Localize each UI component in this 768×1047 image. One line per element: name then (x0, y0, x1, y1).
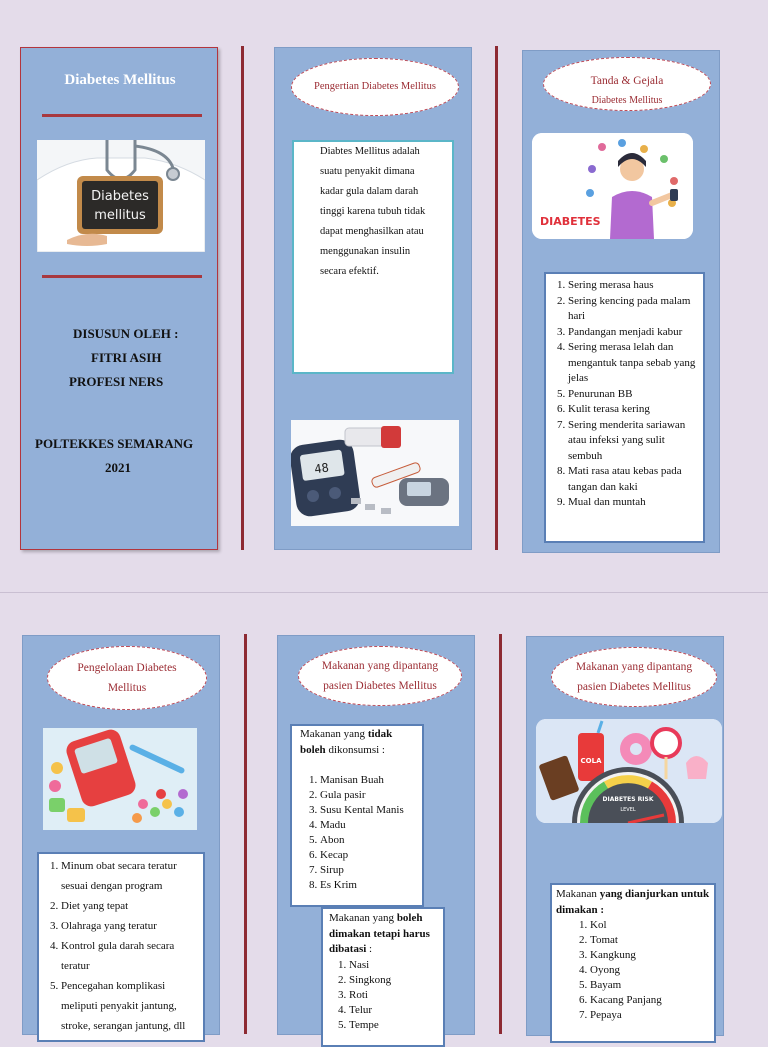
gejala-heading-line2: Diabetes Mellitus (591, 95, 663, 106)
gejala-heading (543, 57, 711, 111)
pantang1-heading-line2: pasien Diabetes Mellitus (323, 680, 437, 692)
pantang-panel-1 (277, 635, 475, 1035)
limited-intro (329, 911, 439, 958)
forbidden-prefix: Makanan yang (300, 728, 368, 740)
list-item: 3. Kangkung (590, 948, 710, 963)
glucometer-image (291, 420, 459, 526)
pengertian-line: Diabtes Mellitus adalah (320, 146, 420, 157)
year: 2021 (105, 460, 131, 475)
list-item: 7. Sering menderita sariawan atau infeksi yang sulit sembuh (568, 418, 697, 465)
list-item: 4. Sering merasa lelah dan mengantuk tanpa sebab yang jelas (568, 340, 697, 387)
list-item: 7. Sirup (320, 863, 418, 878)
list-item: 5. Pencegahan komplikasi meliputi penyakit jantung, stroke, serangan jantung, dll (61, 976, 199, 1036)
recommended-intro (556, 887, 710, 918)
list-item: 6. Kulit terasa kering (568, 402, 697, 418)
doctor-illustration (37, 140, 205, 252)
recommended-food-box (550, 883, 716, 1043)
pengelolaan-list-box (37, 852, 205, 1042)
cover-title: Diabetes Mellitus (64, 72, 176, 88)
list-item: 1. Minum obat secara teratur sesuai dengan program (61, 856, 199, 896)
fold-line-2 (495, 46, 498, 550)
gejala-panel (522, 50, 720, 553)
glucometer-illustration (291, 420, 459, 526)
pantang2-heading-line2: pasien Diabetes Mellitus (577, 681, 691, 693)
forbidden-intro (300, 727, 418, 758)
pantang-panel-2 (526, 636, 724, 1036)
pengertian-panel (274, 47, 472, 550)
list-item: 4. Kontrol gula darah secara teratur (61, 936, 199, 976)
cola-label: COLA (580, 757, 602, 765)
list-item: 5. Abon (320, 833, 418, 848)
recommended-prefix: Makanan (556, 888, 600, 900)
glucometer-sweets-illustration (43, 728, 197, 830)
limited-prefix: Makanan yang (329, 912, 397, 924)
diabetes-symptoms-image (532, 133, 693, 239)
recommended-bold: yang dianjurkan untuk dimakan : (556, 888, 710, 916)
cover-divider-bottom (42, 275, 202, 278)
fold-line-3 (244, 634, 247, 1034)
pengelolaan-heading-line2: Mellitus (107, 682, 147, 694)
list-item: 7. Pepaya (590, 1008, 710, 1023)
pengertian-textbox (292, 140, 454, 374)
list-item: 1. Nasi (349, 958, 439, 973)
list-item: 2. Singkong (349, 973, 439, 988)
pengertian-line: menggunakan insulin (320, 246, 411, 257)
cover-panel (20, 47, 218, 550)
list-item: 2. Sering kencing pada malam hari (568, 294, 697, 325)
limited-bold: boleh dimakan tetapi harus dibatasi (329, 912, 430, 955)
fold-line-4 (499, 634, 502, 1034)
limited-suffix: : (366, 943, 373, 955)
pengelolaan-panel (22, 635, 220, 1035)
pengelolaan-heading-line1: Pengelolaan Diabetes (77, 662, 177, 674)
page-separator (0, 592, 768, 593)
list-item: 2. Gula pasir (320, 788, 418, 803)
list-item: 5. Penurunan BB (568, 387, 697, 403)
pengertian-line: tinggi karena tubuh tidak (320, 206, 426, 217)
pengelolaan-list (41, 856, 199, 1036)
list-item: 9. Mual dan muntah (568, 495, 697, 511)
list-item: 6. Kecap (320, 848, 418, 863)
list-item: 4. Oyong (590, 963, 710, 978)
cover-divider-top (42, 114, 202, 117)
list-item: 3. Olahraga yang teratur (61, 916, 199, 936)
list-item: 2. Diet yang tepat (61, 896, 199, 916)
pantang2-heading (551, 647, 717, 707)
limited-list (329, 958, 439, 1033)
diabetes-risk-image (536, 719, 722, 823)
author-program: PROFESI NERS (69, 374, 164, 389)
list-item: 1. Sering merasa haus (568, 278, 697, 294)
list-item: 8. Mati rasa atau kebas pada tangan dan kaki (568, 464, 697, 495)
pengertian-line: kadar gula dalam darah (320, 186, 419, 197)
pengertian-heading-text: Pengertian Diabetes Mellitus (314, 81, 436, 92)
pengertian-line: suatu penyakit dimana (320, 166, 415, 177)
glucometer-sweets-image (43, 728, 197, 830)
author-label: DISUSUN OLEH : (73, 326, 179, 341)
sign-text-1: Diabetes (91, 189, 149, 204)
symptoms-illustration (532, 133, 693, 239)
list-item: 8. Es Krim (320, 878, 418, 893)
pengertian-line: secara efektif. (320, 266, 379, 277)
forbidden-bold: tidak boleh (300, 728, 393, 756)
forbidden-list (300, 773, 418, 893)
gejala-list (548, 278, 697, 511)
doctor-image (37, 140, 205, 252)
recommended-list (556, 918, 710, 1023)
institution: POLTEKKES SEMARANG (35, 436, 194, 451)
list-item: 2. Tomat (590, 933, 710, 948)
forbidden-suffix: dikonsumsi : (325, 743, 385, 756)
pantang2-heading-line1: Makanan yang dipantang (575, 661, 693, 673)
list-item: 3. Susu Kental Manis (320, 803, 418, 818)
pengelolaan-heading (47, 646, 207, 710)
limited-food-box (321, 907, 445, 1047)
list-item: 3. Roti (349, 988, 439, 1003)
diabetes-label: DIABETES (540, 215, 601, 228)
risk-gauge-illustration (536, 719, 722, 823)
list-item: 4. Telur (349, 1003, 439, 1018)
list-item: 5. Tempe (349, 1018, 439, 1033)
list-item: 1. Manisan Buah (320, 773, 418, 788)
sign-text-2: mellitus (94, 208, 146, 223)
gejala-list-box (544, 272, 705, 543)
list-item: 4. Madu (320, 818, 418, 833)
list-item: 1. Kol (590, 918, 710, 933)
fold-line-1 (241, 46, 244, 550)
list-item: 6. Kacang Panjang (590, 993, 710, 1008)
pantang1-heading (298, 646, 462, 706)
gauge-sub-label: LEVEL (620, 807, 636, 813)
pengertian-line: dapat menghasilkan atau (320, 226, 424, 237)
list-item: 3. Pandangan menjadi kabur (568, 325, 697, 341)
list-item: 5. Bayam (590, 978, 710, 993)
forbidden-food-box (290, 724, 424, 907)
gauge-label: DIABETES RISK (602, 796, 654, 803)
pantang1-heading-line1: Makanan yang dipantang (321, 660, 439, 672)
author-name: FITRI ASIH (91, 350, 162, 365)
pengertian-heading (291, 58, 459, 116)
meter-reading: 48 (313, 460, 330, 477)
gejala-heading-line1: Tanda & Gejala (590, 75, 664, 87)
